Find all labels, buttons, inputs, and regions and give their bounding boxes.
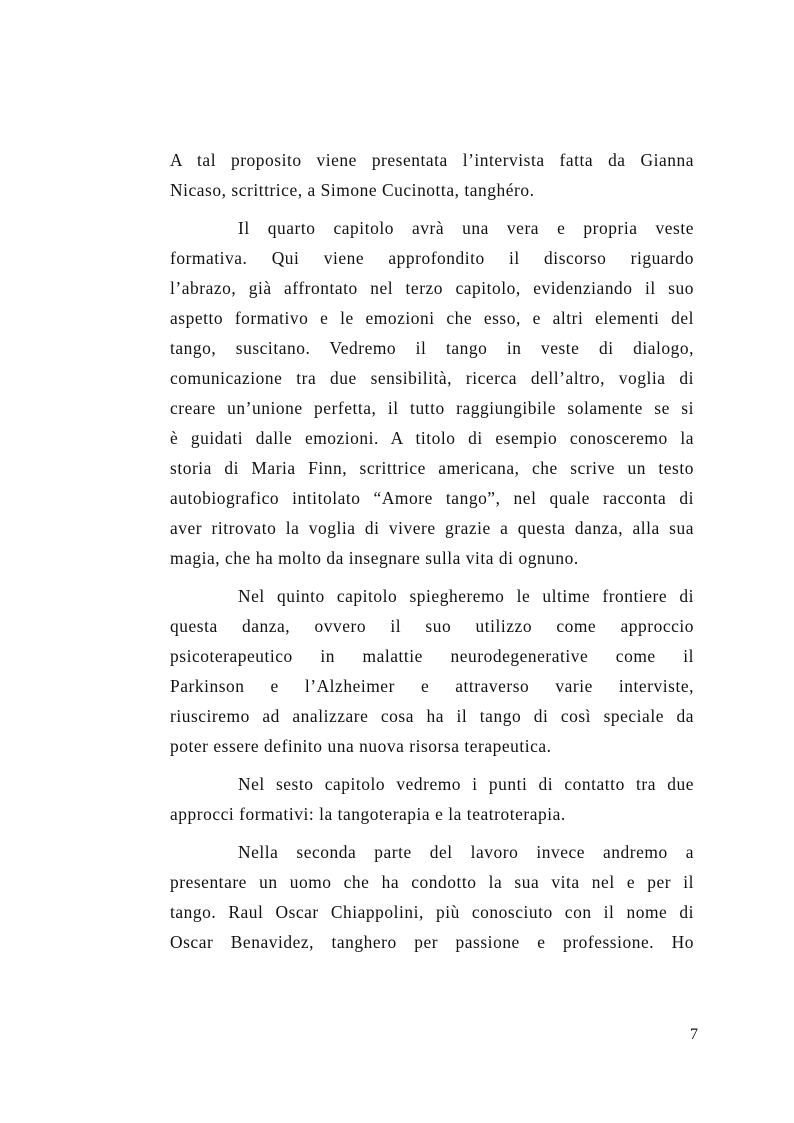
- paragraph-sesto-capitolo: [170, 769, 694, 829]
- text-line: riusciremo ad analizzare cosa ha il tango di così speciale da: [170, 706, 694, 726]
- text-line: l’abrazo, già affrontato nel terzo capitolo, evidenziando il suo: [170, 278, 694, 298]
- text-line: Il quarto capitolo avrà una vera e propria veste: [238, 218, 694, 238]
- text-line: formativa. Qui viene approfondito il discorso riguardo: [170, 248, 694, 268]
- paragraph-quarto-capitolo: [170, 213, 694, 573]
- text-line: comunicazione tra due sensibilità, ricerca dell’altro, voglia di: [170, 368, 694, 388]
- text-line: questa danza, ovvero il suo utilizzo come approccio: [170, 616, 694, 636]
- text-line: Nel sesto capitolo vedremo i punti di contatto tra due: [238, 774, 694, 794]
- paragraph-seconda-parte: [170, 837, 694, 957]
- text-line: tango. Raul Oscar Chiappolini, più conosciuto con il nome di: [170, 902, 694, 922]
- text-line: approcci formativi: la tangoterapia e la teatroterapia.: [170, 804, 566, 824]
- text-line: aspetto formativo e le emozioni che esso, e altri elementi del: [170, 308, 694, 328]
- text-line: A tal proposito viene presentata l’intervista fatta da Gianna: [170, 150, 694, 170]
- text-line: autobiografico intitolato “Amore tango”, nel quale racconta di: [170, 488, 694, 508]
- text-line: tango, suscitano. Vedremo il tango in veste di dialogo,: [170, 338, 694, 358]
- text-line: Nicaso, scrittrice, a Simone Cucinotta, tanghéro.: [170, 180, 535, 200]
- text-line: Nel quinto capitolo spiegheremo le ultime frontiere di: [238, 586, 694, 606]
- text-line: poter essere definito una nuova risorsa terapeutica.: [170, 736, 552, 756]
- text-line: è guidati dalle emozioni. A titolo di esempio conosceremo la: [170, 428, 694, 448]
- text-line: psicoterapeutico in malattie neurodegenerative come il: [170, 646, 694, 666]
- text-line: Oscar Benavidez, tanghero per passione e professione. Ho: [170, 932, 694, 952]
- text-line: Nella seconda parte del lavoro invece andremo a: [238, 842, 694, 862]
- text-line: magia, che ha molto da insegnare sulla vita di ognuno.: [170, 548, 579, 568]
- text-line: creare un’unione perfetta, il tutto raggiungibile solamente se si: [170, 398, 694, 418]
- text-line: aver ritrovato la voglia di vivere grazie a questa danza, alla sua: [170, 518, 694, 538]
- text-line: Parkinson e l’Alzheimer e attraverso varie interviste,: [170, 676, 694, 696]
- paragraph-quinto-capitolo: [170, 581, 694, 761]
- text-line: presentare un uomo che ha condotto la sua vita nel e per il: [170, 872, 694, 892]
- paragraph-intervista: [170, 145, 694, 205]
- page-number: 7: [690, 1026, 698, 1043]
- text-line: storia di Maria Finn, scrittrice americana, che scrive un testo: [170, 458, 694, 478]
- document-body: [170, 145, 694, 965]
